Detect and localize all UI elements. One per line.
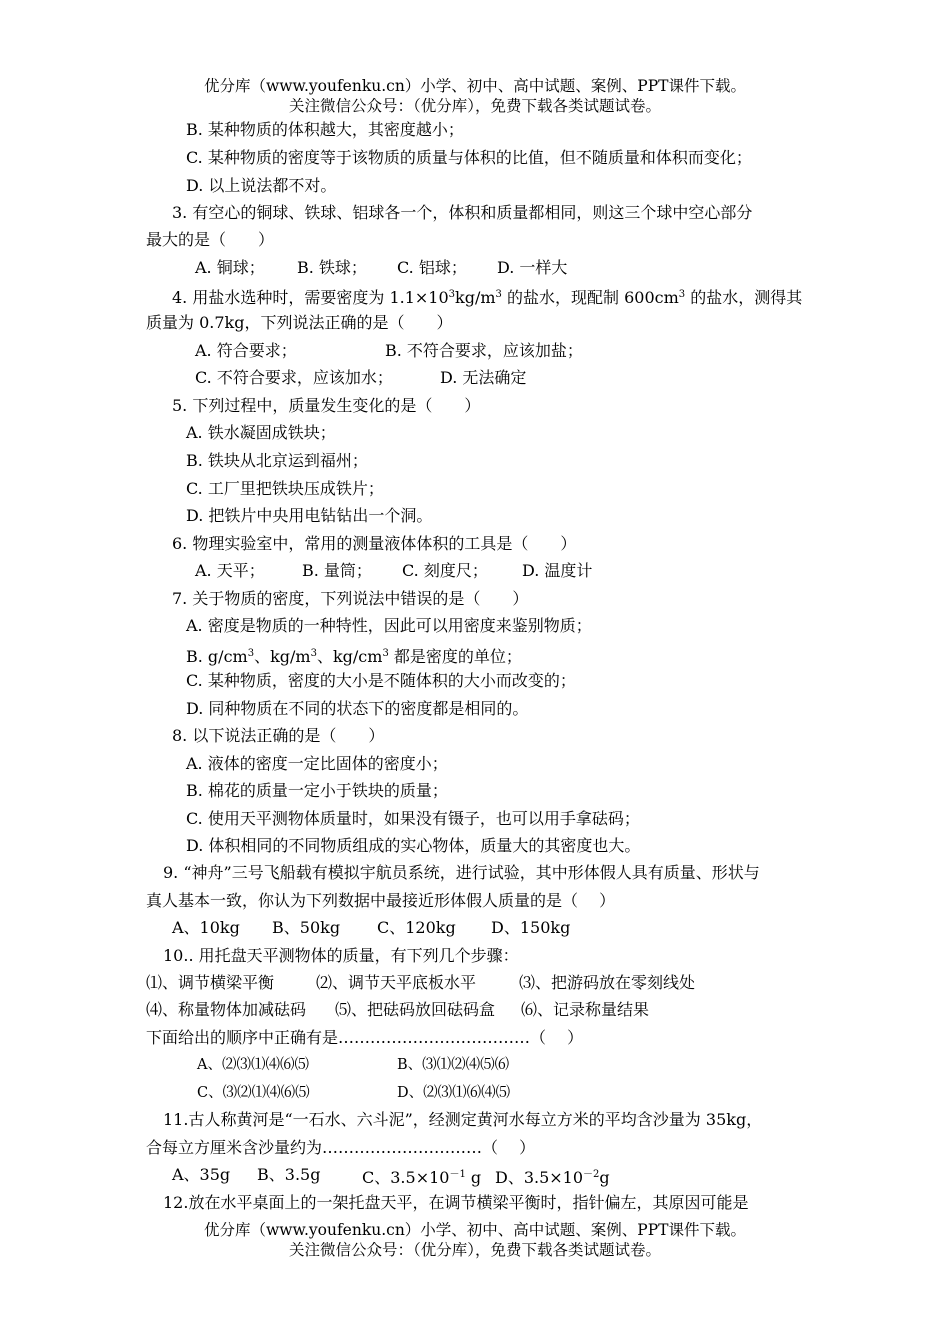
q4-stem-line-2: 质量为 0.7kg，下列说法正确的是（ ） bbox=[146, 313, 453, 332]
q4-option-a: A. 符合要求； bbox=[195, 341, 297, 360]
q9-option-c: C、120kg bbox=[377, 918, 456, 937]
q10-prompt: 下面给出的顺序中正确有是………………………………（ ） bbox=[146, 1028, 584, 1047]
q8-option-d: D. 体积相同的不同物质组成的实心物体，质量大的其密度也大。 bbox=[186, 836, 641, 855]
q6-option-c: C. 刻度尺； bbox=[402, 561, 488, 580]
q7-b-text-c: 、kg/cm bbox=[316, 647, 383, 666]
q10-step-3: ⑶、把游码放在零刻线处 bbox=[519, 973, 696, 992]
q4-stem-line-1 bbox=[172, 284, 802, 309]
q2-option-d: D. 以上说法都不对。 bbox=[186, 176, 337, 195]
q11-c-sup: －1 bbox=[449, 1169, 466, 1180]
q11-c-text-b: g bbox=[465, 1168, 482, 1187]
q8-stem: 8. 以下说法正确的是（ ） bbox=[172, 726, 385, 745]
q7-option-c: C. 某种物质，密度的大小是不随体积的大小而改变的； bbox=[186, 671, 576, 690]
q4-sup-3: 3 bbox=[678, 289, 686, 300]
header-line-1: 优分库（www.youfenku.cn）小学、初中、高中试题、案例、PPT课件下载。 bbox=[203, 77, 747, 95]
q5-option-b: B. 铁块从北京运到福州； bbox=[186, 451, 368, 470]
q7-b-sup-1: 3 bbox=[247, 648, 255, 659]
q11-stem-line-1: 11.古人称黄河是“一石水、六斗泥”，经测定黄河水每立方米的平均含沙量为 35kg， bbox=[163, 1110, 763, 1129]
q3-option-d: D. 一样大 bbox=[497, 258, 568, 277]
q9-option-a: A、10kg bbox=[172, 918, 240, 937]
q11-d-text-b: g bbox=[599, 1168, 610, 1187]
q7-option-b bbox=[186, 643, 522, 668]
q11-option-c bbox=[362, 1164, 481, 1189]
q11-d-sup: －2 bbox=[583, 1169, 600, 1180]
q4-text-a: 4. 用盐水选种时，需要密度为 1.1×10 bbox=[172, 288, 449, 307]
q9-stem-line-2: 真人基本一致，你认为下列数据中最接近形体假人质量的是（ ） bbox=[146, 891, 616, 910]
q6-option-a: A. 天平； bbox=[195, 561, 265, 580]
q7-b-sup-3: 3 bbox=[382, 648, 389, 659]
q5-stem: 5. 下列过程中，质量发生变化的是（ ） bbox=[172, 396, 481, 415]
q7-b-text-b: 、kg/m bbox=[254, 647, 311, 666]
q10-step-1: ⑴、调节横梁平衡 bbox=[146, 973, 275, 992]
q4-sup-2: 3 bbox=[495, 289, 502, 300]
q11-option-d bbox=[495, 1164, 610, 1189]
q11-stem-line-2: 合每立方厘米含沙量约为…………………………（ ） bbox=[146, 1138, 536, 1157]
q12-stem-line-1: 12.放在水平桌面上的一架托盘天平，在调节横梁平衡时，指针偏左，其原因可能是 bbox=[163, 1193, 749, 1212]
q11-d-text-a: D、3.5×10 bbox=[495, 1168, 584, 1187]
q10-stem: 10.. 用托盘天平测物体的质量，有下列几个步骤： bbox=[163, 946, 519, 965]
q3-stem-line-2: 最大的是（ ） bbox=[146, 230, 275, 249]
q11-c-text-a: C、3.5×10 bbox=[362, 1168, 450, 1187]
q5-option-d: D. 把铁片中央用电钻钻出一个洞。 bbox=[186, 506, 433, 525]
q8-option-b: B. 棉花的质量一定小于铁块的质量； bbox=[186, 781, 448, 800]
q5-option-a: A. 铁水凝固成铁块； bbox=[186, 423, 336, 442]
q7-b-sup-2: 3 bbox=[310, 648, 317, 659]
header-line-2: 关注微信公众号：（优分库），免费下载各类试题试卷。 bbox=[288, 97, 661, 115]
q3-option-a: A. 铜球； bbox=[195, 258, 265, 277]
q6-stem: 6. 物理实验室中，常用的测量液体体积的工具是（ ） bbox=[172, 534, 577, 553]
q10-option-a: A、⑵⑶⑴⑷⑹⑸ bbox=[197, 1057, 309, 1073]
q10-step-6: ⑹、记录称量结果 bbox=[521, 1000, 650, 1019]
q3-option-c: C. 铝球； bbox=[397, 258, 467, 277]
q8-option-a: A. 液体的密度一定比固体的密度小； bbox=[186, 754, 448, 773]
q2-option-b: B. 某种物质的体积越大，其密度越小； bbox=[186, 120, 464, 139]
q9-stem-line-1: 9. “神舟”三号飞船载有模拟宇航员系统，进行试验，其中形体假人具有质量、形状与 bbox=[163, 863, 760, 882]
q10-step-4: ⑷、称量物体加减砝码 bbox=[146, 1000, 307, 1019]
q10-option-b: B、⑶⑴⑵⑷⑸⑹ bbox=[397, 1057, 510, 1073]
q10-step-5: ⑸、把砝码放回砝码盒 bbox=[335, 1000, 496, 1019]
q7-option-d: D. 同种物质在不同的状态下的密度都是相同的。 bbox=[186, 699, 529, 718]
q7-b-text-a: B. g/cm bbox=[186, 647, 248, 666]
q4-option-d: D. 无法确定 bbox=[440, 368, 527, 387]
footer-line-2: 关注微信公众号：（优分库），免费下载各类试题试卷。 bbox=[288, 1241, 661, 1259]
footer-line-1: 优分库（www.youfenku.cn）小学、初中、高中试题、案例、PPT课件下载。 bbox=[203, 1221, 747, 1239]
q9-option-b: B、50kg bbox=[272, 918, 341, 937]
q4-option-c: C. 不符合要求，应该加水； bbox=[195, 368, 393, 387]
q4-text-d: 的盐水，测得其 bbox=[685, 288, 803, 307]
q4-sup-1: 3 bbox=[448, 289, 456, 300]
q10-option-d: D、⑵⑶⑴⑹⑷⑸ bbox=[397, 1085, 511, 1101]
q8-option-c: C. 使用天平测物体质量时，如果没有镊子，也可以用手拿砝码； bbox=[186, 809, 640, 828]
q7-option-a: A. 密度是物质的一种特性，因此可以用密度来鉴别物质； bbox=[186, 616, 592, 635]
q6-option-d: D. 温度计 bbox=[522, 561, 593, 580]
q11-option-b: B、3.5g bbox=[257, 1165, 321, 1184]
q7-stem: 7. 关于物质的密度，下列说法中错误的是（ ） bbox=[172, 589, 529, 608]
q10-option-c: C、⑶⑵⑴⑷⑹⑸ bbox=[197, 1085, 310, 1101]
q4-option-b: B. 不符合要求，应该加盐； bbox=[385, 341, 583, 360]
q11-option-a: A、35g bbox=[172, 1165, 231, 1184]
q3-option-b: B. 铁球； bbox=[297, 258, 367, 277]
q5-option-c: C. 工厂里把铁块压成铁片； bbox=[186, 479, 384, 498]
q4-text-b: kg/m bbox=[455, 288, 496, 307]
q9-option-d: D、150kg bbox=[491, 918, 571, 937]
q10-step-2: ⑵、调节天平底板水平 bbox=[316, 973, 477, 992]
q3-stem-line-1: 3. 有空心的铜球、铁球、铝球各一个，体积和质量都相同，则这三个球中空心部分 bbox=[172, 203, 753, 222]
q7-b-text-d: 都是密度的单位； bbox=[388, 647, 522, 666]
q2-option-c: C. 某种物质的密度等于该物质的质量与体积的比值，但不随质量和体积而变化； bbox=[186, 148, 752, 167]
q6-option-b: B. 量筒； bbox=[302, 561, 372, 580]
q4-text-c: 的盐水，现配制 600cm bbox=[501, 288, 679, 307]
